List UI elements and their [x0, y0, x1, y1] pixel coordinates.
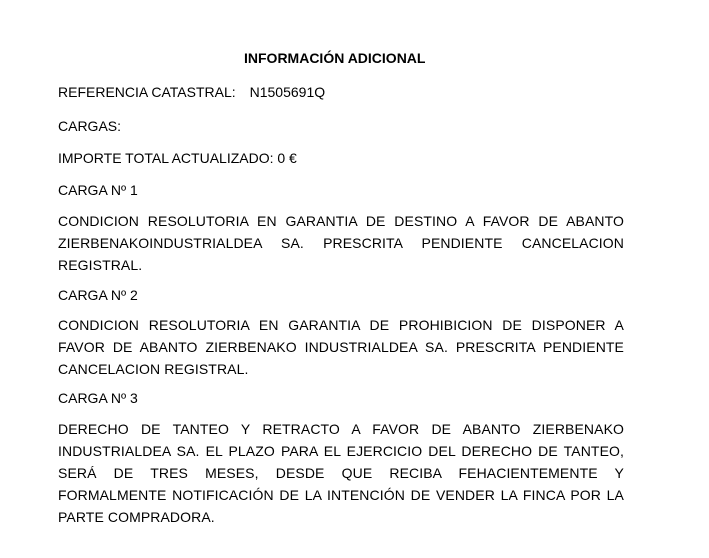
carga-1-text: CONDICION RESOLUTORIA EN GARANTIA DE DESTINO A FAVOR DE ABANTO ZIERBENAKOINDUSTRIALDEA SA. PRESCRITA PENDIENTE CANCELACION REGISTRAL.: [58, 213, 624, 273]
cargas-label: CARGAS:: [58, 118, 122, 134]
referencia-catastral: [58, 83, 325, 101]
carga-2-heading: CARGA Nº 2: [58, 287, 138, 303]
carga-2-text: CONDICION RESOLUTORIA EN GARANTIA DE PROHIBICION DE DISPONER A FAVOR DE ABANTO ZIERBENAKO INDUSTRIALDEA SA. PRESCRITA PENDIENTE CANCELACION REGISTRAL.: [58, 317, 624, 377]
referencia-value: N1505691Q: [249, 84, 326, 100]
document-title: INFORMACIÓN ADICIONAL: [244, 50, 426, 66]
carga-1-heading: CARGA Nº 1: [58, 182, 138, 198]
carga-3-text: DERECHO DE TANTEO Y RETRACTO A FAVOR DE ABANTO ZIERBENAKO INDUSTRIALDEA SA. EL PLAZO PARA EL EJERCICIO DEL DERECHO DE TANTEO, SERÁ DE TRES MESES, DESDE QUE RECIBA FEHACIENTEMENTE Y FORMALMENTE NOTIFICACIÓN DE LA INTENCIÓN DE VENDER LA FINCA POR LA PARTE COMPRADORA.: [58, 421, 624, 525]
referencia-label: REFERENCIA CATASTRAL:: [58, 84, 236, 100]
importe-total: IMPORTE TOTAL ACTUALIZADO: 0 €: [58, 150, 297, 166]
carga-3-heading: CARGA Nº 3: [58, 390, 138, 406]
